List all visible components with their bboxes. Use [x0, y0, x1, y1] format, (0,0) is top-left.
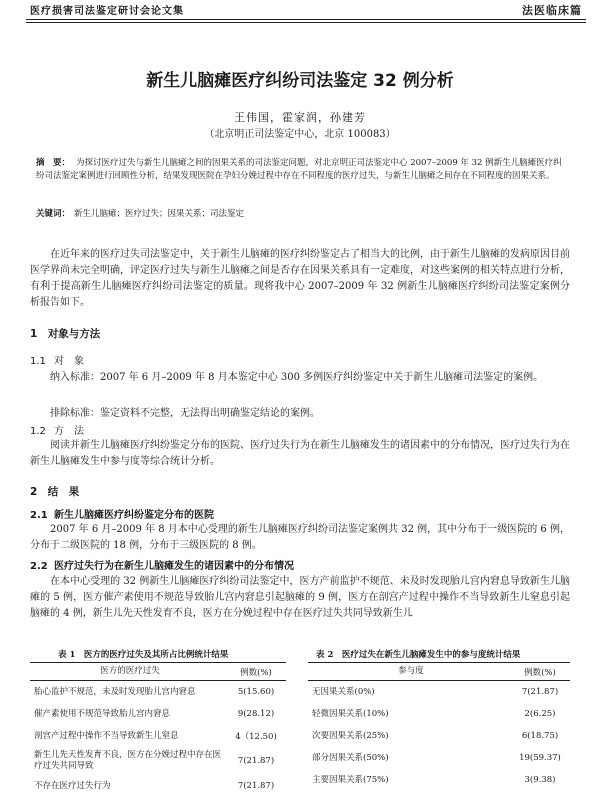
keywords — [36, 207, 570, 219]
introduction-paragraph: 在近年来的医疗过失司法鉴定中，关于新生儿脑瘫的医疗纠纷鉴定占了相当大的比例，由于新生儿脑瘫的发病原因目前医学界尚未完全明确，评定医疗过失与新生儿脑瘫之间是否存在因果关系具有一定难度，对这些案例的相关特点进行分析，有利于提高新生儿脑瘫医疗纠纷司法鉴定的质量。现将我中心 2007–2009 年 32 例新生儿脑瘫医疗纠纷司法鉴定案例分析报告如下。 — [30, 249, 570, 308]
subsection-heading-subjects — [30, 352, 84, 367]
table1-cell-value: 4（12.50) — [235, 732, 277, 742]
subsection-heading-hospital-distribution — [30, 506, 214, 521]
subsection-title: 新生儿脑瘫医疗纠纷鉴定分布的医院 — [54, 510, 214, 521]
abstract-label: 摘 要： — [36, 158, 71, 168]
table2-cell-label: 轻微因果关系(10%) — [312, 708, 389, 719]
subsection-number: 2.1 — [30, 510, 48, 521]
table-row — [308, 747, 570, 769]
table1-cell-label: 剖宫产过程中操作不当导致新生儿窒息 — [34, 730, 179, 741]
subsection-title: 对 象 — [54, 356, 84, 367]
table1-cell-value: 9(28.12) — [237, 709, 275, 719]
table2-cell-label: 无因果关系(0%) — [312, 686, 375, 697]
article-title: 新生儿脑瘫医疗纠纷司法鉴定 32 例分析 — [146, 71, 454, 91]
table2-col-participation: 参与度 — [398, 666, 424, 676]
table1-col-cases: 例数(%) — [240, 667, 272, 678]
running-header-section: 法医临床篇 — [522, 4, 582, 17]
header-rule-thin — [26, 22, 586, 23]
table-row — [308, 769, 570, 791]
table-row — [308, 725, 570, 747]
table-row — [30, 681, 286, 703]
table2 — [308, 662, 570, 791]
method-paragraph: 阅读并新生儿脑瘫医疗纠纷鉴定分布的医院、医疗过失行为在新生儿脑瘫发生的诸因素中的分布情况，医疗过失行为在新生儿脑瘫发生中参与度等综合统计分析。 — [30, 440, 570, 467]
subsection-title: 方 法 — [54, 426, 84, 437]
article-affiliation: （北京明正司法鉴定中心，北京 100083） — [204, 129, 396, 140]
table1-cell-value: 7(21.87) — [237, 756, 275, 766]
table2-header-row — [308, 663, 570, 681]
table1-caption: 表 1 医方的医疗过失及其所占比例统计结果 — [58, 650, 229, 660]
table1 — [30, 662, 286, 797]
table2-caption: 表 2 医疗过失在新生儿脑瘫发生中的参与度统计结果 — [316, 650, 521, 660]
table1-cell-label: 新生儿先天性发育不良，医方在分娩过程中存在医疗过失共同导致 — [34, 750, 222, 771]
abstract-text: 为探讨医疗过失与新生儿脑瘫之间的因果关系的司法鉴定问题，对北京明正司法鉴定中心 2007–2009 年 32 例新生儿脑瘫医疗纠纷司法鉴定案例进行回顾性分析，结果发现医院在孕妇分娩过程中存在不同程度的医疗过失，与新生儿脑瘫之间存在不同程度的因果关系。 — [36, 158, 562, 181]
article-authors: 王伟国，霍家润，孙建芳 — [234, 111, 366, 124]
result-hospital-paragraph: 2007 年 6 月–2009 年 8 月本中心受理的新生儿脑瘫医疗纠纷司法鉴定案例共 32 例，其中分布于一级医院的 6 例，分布于二级医院的 18 例，分布于三级医院的 8 例。 — [30, 524, 570, 551]
table1-header-row — [30, 663, 286, 681]
table1-cell-label: 胎心监护不规范，未及时发现胎儿宫内窘息 — [34, 686, 196, 697]
table2-cell-label: 次要因果关系(25%) — [312, 730, 389, 741]
table-row — [308, 703, 570, 725]
section-heading-methods: 1 对象与方法 — [30, 328, 101, 340]
inclusion-criteria: 纳入标准：2007 年 6 月–2009 年 8 月本鉴定中心 300 多例医疗纠纷鉴定中关于新生儿脑瘫司法鉴定的案例。 — [50, 372, 544, 383]
table2-cell-value: 7(21.87) — [521, 687, 559, 697]
result-fault-paragraph: 在本中心受理的 32 例新生儿脑瘫医疗纠纷司法鉴定中，医方产前监护不规范、未及时发现胎儿宫内窘息导致新生儿脑瘫的 5 例，医方催产素使用不规范导致胎儿宫内窘息引起脑瘫的 9 例，医方在剖宫产过程中操作不当导致新生儿窒息引起脑瘫的 4 例，新生儿先天性发育不良，医方在分娩过程中存在医疗过失共同导致新生儿 — [30, 576, 570, 619]
table1-cell-value: 5(15.60) — [237, 687, 275, 697]
subsection-number: 2.2 — [30, 561, 48, 572]
table2-cell-value: 2(6.25) — [524, 709, 556, 719]
table2-cell-value: 6(18.75) — [521, 731, 559, 741]
abstract — [36, 157, 570, 183]
table-row — [30, 775, 286, 797]
section-heading-results: 2 结 果 — [30, 486, 80, 498]
table2-cell-value: 19(59.37) — [519, 753, 561, 763]
subsection-number: 1.2 — [30, 426, 46, 437]
table2-col-cases: 例数(%) — [524, 667, 556, 678]
header-rule — [26, 19, 586, 20]
table2-cell-value: 3(9.38) — [524, 775, 556, 785]
keywords-text: 新生儿脑瘫；医疗过失；因果关系；司法鉴定 — [74, 209, 245, 219]
subsection-heading-method — [30, 422, 84, 437]
keywords-label: 关键词： — [36, 209, 71, 219]
table1-cell-value: 7(21.87) — [237, 781, 275, 791]
table2-cell-label: 部分因果关系(50%) — [312, 752, 389, 763]
table1-cell-label: 催产素使用不规范导致胎儿宫内窘息 — [34, 708, 171, 719]
table1-cell-label: 不存在医疗过失行为 — [34, 780, 111, 791]
exclusion-criteria: 排除标准：鉴定资料不完整，无法得出明确鉴定结论的案例。 — [50, 408, 320, 419]
subsection-heading-fault-distribution — [30, 557, 294, 572]
table-row — [30, 725, 286, 747]
subsection-number: 1.1 — [30, 356, 46, 367]
table2-cell-label: 主要因果关系(75%) — [312, 774, 389, 785]
table-row — [30, 747, 286, 775]
running-header-journal: 医疗损害司法鉴定研讨会论文集 — [30, 6, 184, 17]
subsection-title: 医疗过失行为在新生儿脑瘫发生的诸因素中的分布情况 — [54, 561, 294, 572]
table-row — [30, 703, 286, 725]
table1-col-fault: 医方的医疗过失 — [100, 666, 160, 676]
table-row — [308, 681, 570, 703]
